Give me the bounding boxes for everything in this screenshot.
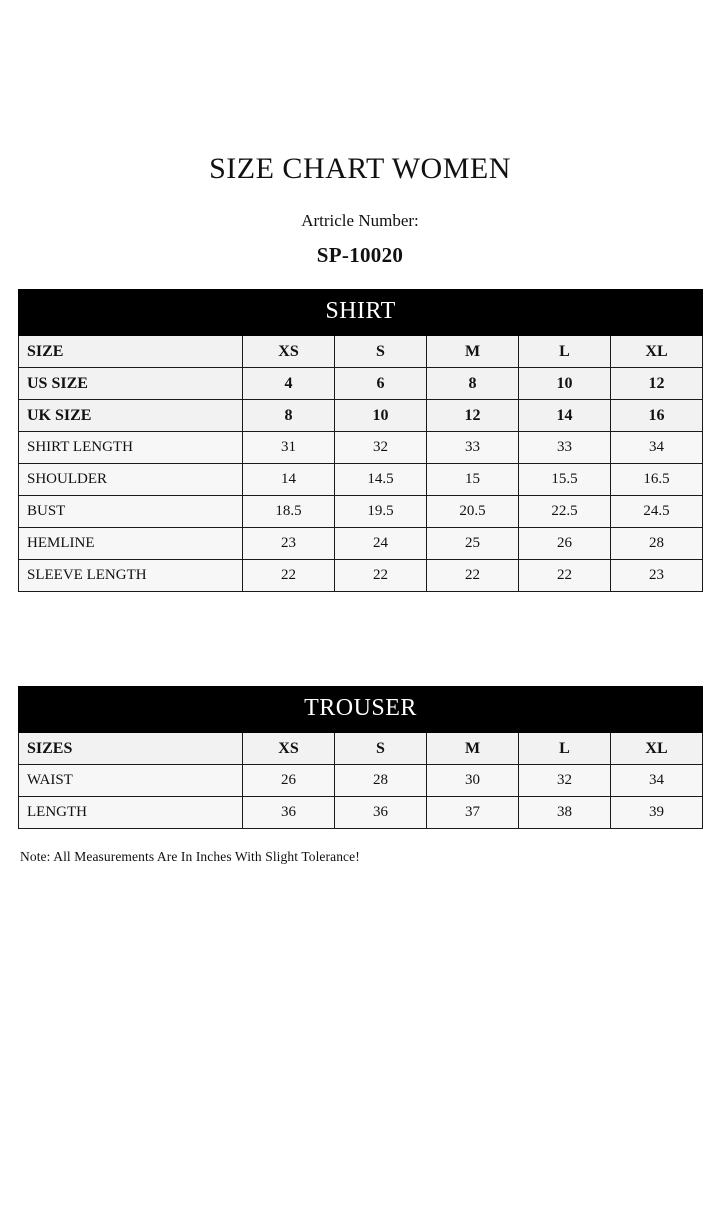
table-row [19, 368, 703, 400]
row-value-l: 14 [519, 400, 611, 432]
shirt-header-row [19, 336, 703, 368]
shirt-band-label: SHIRT [19, 290, 703, 336]
row-value-xs: 36 [243, 797, 335, 829]
row-value-xs: 14 [243, 464, 335, 496]
row-value-s: 24 [335, 528, 427, 560]
row-label: WAIST [19, 765, 243, 797]
row-value-m: 12 [427, 400, 519, 432]
row-value-s: 6 [335, 368, 427, 400]
row-value-s: 10 [335, 400, 427, 432]
row-value-l: 22 [519, 560, 611, 592]
shirt-header-xs: XS [243, 336, 335, 368]
row-value-xl: 34 [611, 765, 703, 797]
row-label: SHOULDER [19, 464, 243, 496]
row-value-xl: 23 [611, 560, 703, 592]
trouser-band-label: TROUSER [19, 687, 703, 733]
table-row [19, 400, 703, 432]
row-value-xl: 24.5 [611, 496, 703, 528]
row-value-xs: 4 [243, 368, 335, 400]
shirt-table-wrapper [18, 289, 702, 592]
row-value-m: 37 [427, 797, 519, 829]
row-value-xl: 12 [611, 368, 703, 400]
row-value-xs: 22 [243, 560, 335, 592]
page-title: SIZE CHART WOMEN [209, 152, 511, 185]
row-label: US SIZE [19, 368, 243, 400]
table-row [19, 797, 703, 829]
row-value-xs: 26 [243, 765, 335, 797]
table-row [19, 528, 703, 560]
trouser-band-row [19, 687, 703, 733]
shirt-band-row [19, 290, 703, 336]
row-label: SLEEVE LENGTH [19, 560, 243, 592]
row-value-xl: 16 [611, 400, 703, 432]
table-row [19, 496, 703, 528]
row-label: UK SIZE [19, 400, 243, 432]
row-value-m: 33 [427, 432, 519, 464]
trouser-header-xl: XL [611, 733, 703, 765]
row-value-l: 22.5 [519, 496, 611, 528]
row-value-l: 38 [519, 797, 611, 829]
row-value-m: 25 [427, 528, 519, 560]
trouser-header-sizes: SIZES [19, 733, 243, 765]
table-row [19, 765, 703, 797]
row-value-l: 26 [519, 528, 611, 560]
row-value-m: 8 [427, 368, 519, 400]
row-value-l: 10 [519, 368, 611, 400]
row-label: SHIRT LENGTH [19, 432, 243, 464]
row-value-m: 22 [427, 560, 519, 592]
row-value-m: 30 [427, 765, 519, 797]
table-row [19, 560, 703, 592]
row-value-m: 20.5 [427, 496, 519, 528]
row-value-l: 32 [519, 765, 611, 797]
row-label: HEMLINE [19, 528, 243, 560]
trouser-table-wrapper [18, 686, 702, 829]
row-value-s: 28 [335, 765, 427, 797]
shirt-size-table [18, 289, 703, 592]
row-value-xl: 39 [611, 797, 703, 829]
trouser-header-l: L [519, 733, 611, 765]
measurement-note: Note: All Measurements Are In Inches With Slight Tolerance! [20, 849, 360, 864]
row-value-l: 15.5 [519, 464, 611, 496]
trouser-header-row [19, 733, 703, 765]
row-value-xl: 34 [611, 432, 703, 464]
table-row [19, 432, 703, 464]
row-value-xl: 16.5 [611, 464, 703, 496]
table-row [19, 464, 703, 496]
row-value-s: 22 [335, 560, 427, 592]
trouser-size-table [18, 686, 703, 829]
article-number-value: SP-10020 [316, 243, 404, 267]
row-value-xs: 23 [243, 528, 335, 560]
trouser-header-s: S [335, 733, 427, 765]
row-value-xs: 31 [243, 432, 335, 464]
row-label: LENGTH [19, 797, 243, 829]
row-value-s: 36 [335, 797, 427, 829]
row-value-s: 32 [335, 432, 427, 464]
row-value-m: 15 [427, 464, 519, 496]
shirt-header-l: L [519, 336, 611, 368]
row-value-s: 19.5 [335, 496, 427, 528]
shirt-header-s: S [335, 336, 427, 368]
size-chart-page [0, 152, 720, 1232]
row-value-xs: 18.5 [243, 496, 335, 528]
row-label: BUST [19, 496, 243, 528]
trouser-header-xs: XS [243, 733, 335, 765]
row-value-l: 33 [519, 432, 611, 464]
row-value-xl: 28 [611, 528, 703, 560]
row-value-s: 14.5 [335, 464, 427, 496]
shirt-header-xl: XL [611, 336, 703, 368]
shirt-header-m: M [427, 336, 519, 368]
row-value-xs: 8 [243, 400, 335, 432]
shirt-header-size: SIZE [19, 336, 243, 368]
trouser-header-m: M [427, 733, 519, 765]
article-number-label: Artricle Number: [301, 211, 419, 230]
